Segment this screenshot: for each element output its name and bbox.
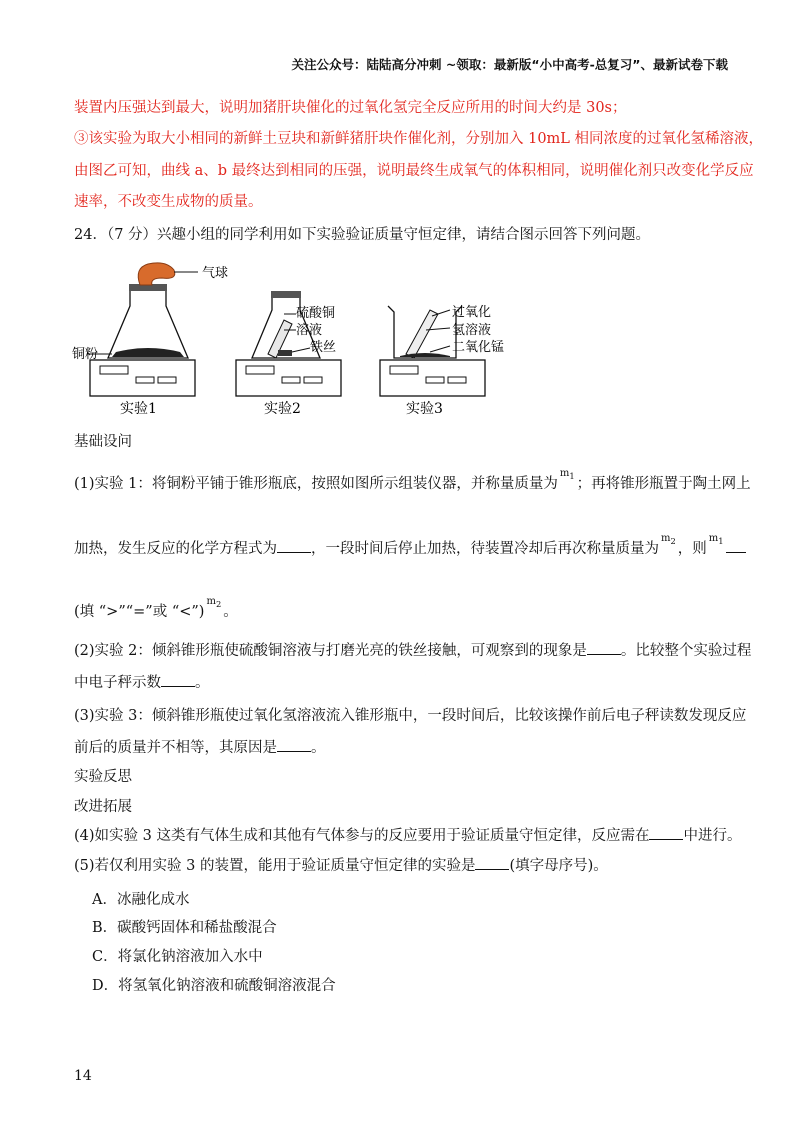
section-improve: 改进拓展 (74, 799, 132, 815)
section-basic: 基础设问 (74, 434, 132, 450)
label-mno2: 二氧化锰 (452, 340, 505, 355)
page-header: 关注公众号：陆陆高分冲刺 ~领取：最新版“小中高考-总复习”、最新试卷下载 (291, 57, 728, 72)
blank-scale-reading[interactable] (161, 672, 195, 687)
symbol-m1-compare: m1 (708, 533, 724, 546)
question-3-line-2: 前后的质量并不相等，其原因是 。 (74, 737, 734, 758)
blank-choice[interactable] (475, 855, 509, 870)
blank-phenomenon[interactable] (587, 640, 621, 655)
answer-line-4: 速率，不改变生成物的质量。 (74, 194, 263, 210)
question-1-line-1: (1)实验 1：将铜粉平铺于锥形瓶底，按照如图所示组装仪器，并称量质量为$^{m_1}$ ；再将锥形瓶置于陶土网上 (74, 468, 751, 492)
answer-line-3: 由图乙可知，曲线 a、b 最终达到相同的压强，说明最终生成氧气的体积相同，说明催化剂只改变化学反应 (74, 163, 754, 179)
blank-condition[interactable] (649, 825, 683, 840)
question-1-line-3: (填 “>”“=”或 “<”)$^{m_2}$ 。 (74, 596, 238, 620)
question-4: (4)如实验 3 这类有气体生成和其他有气体参与的反应要用于验证质量守恒定律，反应需在 中进行。 (74, 825, 734, 846)
experiment-1-apparatus (88, 263, 198, 396)
answer-line-2: ③该实验为取大小相同的新鲜土豆块和新鲜猪肝块作催化剂，分别加入 10mL 相同浓度的过氧化氢稀溶液， (74, 131, 764, 147)
caption-experiment-2: 实验2 (264, 401, 301, 417)
blank-reason[interactable] (277, 737, 311, 752)
symbol-m1: m1 (559, 468, 575, 481)
page-number: 14 (74, 1068, 92, 1084)
question-intro: 24．（7 分）兴趣小组的同学利用如下实验验证质量守恒定律，请结合图示回答下列问题。 (74, 227, 651, 243)
question-3-line-1: (3)实验 3：倾斜锥形瓶使过氧化氢溶液流入锥形瓶中，一段时间后，比较该操作前后电子秤读数发现反应 (74, 708, 747, 724)
option-d[interactable]: D．将氢氧化钠溶液和硫酸铜溶液混合 (92, 978, 336, 994)
label-cuso4-line1: 硫酸铜 (296, 306, 336, 321)
question-2-line-1: (2)实验 2：倾斜锥形瓶使硫酸铜溶液与打磨光亮的铁丝接触，可观察到的现象是 。比较整个实验过程 (74, 640, 734, 661)
option-c[interactable]: C．将氯化钠溶液加入水中 (92, 949, 263, 965)
option-b[interactable]: B．碳酸钙固体和稀盐酸混合 (92, 920, 277, 936)
symbol-m2: m2 (661, 533, 676, 546)
section-reflect: 实验反思 (74, 769, 132, 785)
label-balloon: 气球 (202, 266, 229, 281)
caption-experiment-1: 实验1 (120, 401, 157, 417)
label-copper-powder: 铜粉 (72, 347, 99, 362)
answer-line-1: 装置内压强达到最大，说明加猪肝块催化的过氧化氢完全反应所用的时间大约是 30s； (74, 100, 627, 116)
label-h2o2-line1: 过氧化 (452, 305, 492, 320)
blank-equation[interactable] (277, 538, 311, 553)
label-h2o2-line2: 氢溶液 (452, 323, 492, 338)
blank-compare[interactable] (726, 538, 746, 553)
symbol-m2-compare: m2 (206, 596, 222, 609)
caption-experiment-3: 实验3 (406, 401, 443, 417)
question-5: (5)若仅利用实验 3 的装置，能用于验证质量守恒定律的实验是 (填字母序号)。 (74, 855, 734, 876)
question-2-line-2: 中电子秤示数 。 (74, 672, 734, 693)
experiment-figure (70, 258, 505, 418)
label-cuso4-line2: 溶液 (296, 323, 323, 338)
question-1-line-2: 加热，发生反应的化学方程式为 ，一段时间后停止加热，待装置冷却后再次称量质量为$^{m_2}$ ，则$^{m_1}$ (74, 538, 734, 563)
option-a[interactable]: A．冰融化成水 (92, 892, 190, 908)
label-iron-wire: 铁丝 (310, 340, 337, 355)
